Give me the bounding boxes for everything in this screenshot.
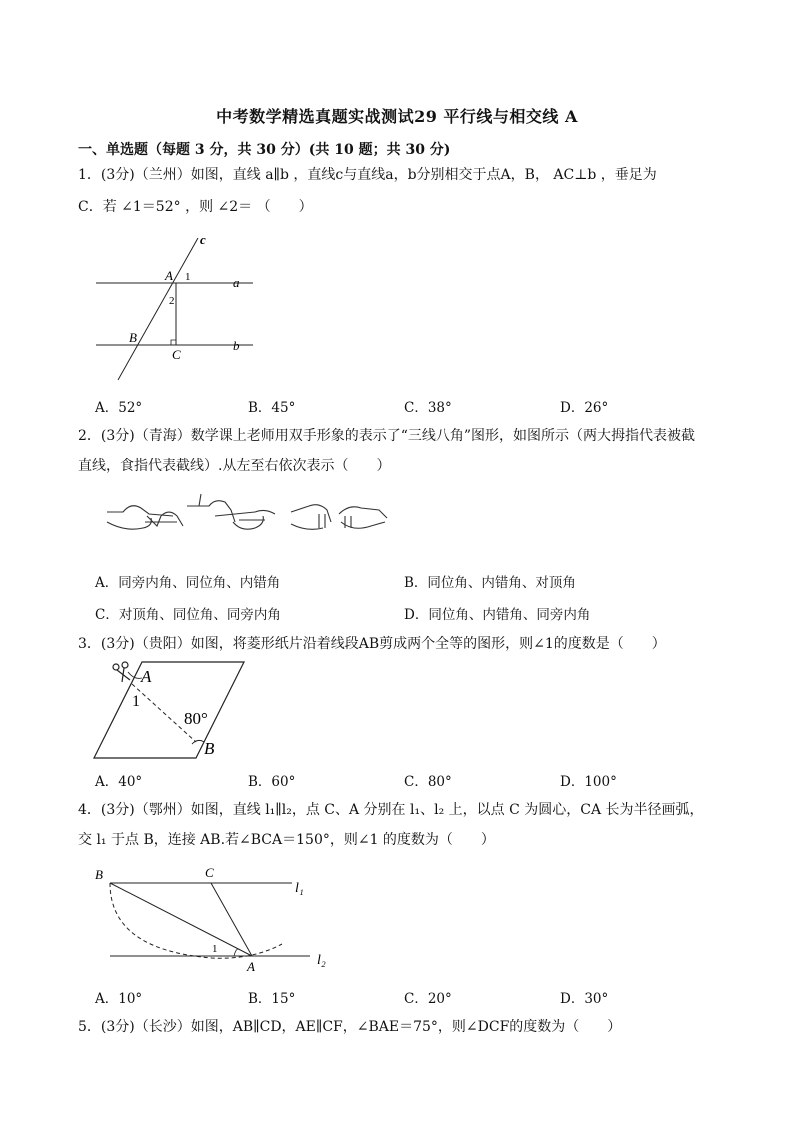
q3-option-a[interactable]: A．40° (95, 774, 143, 790)
q4-label-A: A (247, 959, 255, 974)
q1-stem-line2: C．若 ∠1＝52° ，则 ∠2＝ （ ） (78, 199, 313, 215)
q3-label-B: B (204, 739, 215, 758)
q2-stem-line1: 2．(3分)（青海）数学课上老师用双手形象的表示了“三线八角”图形，如图所示（两大拇指代表被截 (78, 428, 696, 444)
q3-option-b[interactable]: B．60° (248, 774, 296, 790)
q2-option-d[interactable]: D．同位角、内错角、同旁内角 (404, 607, 591, 623)
q1-label-1: 1 (185, 271, 191, 283)
q3-rhombus-figure (92, 658, 252, 764)
q1-label-c: c (200, 232, 206, 247)
scissors-icon (113, 662, 130, 682)
q4-label-B: B (95, 867, 103, 882)
q4-option-b[interactable]: B．15° (248, 991, 296, 1007)
q4-stem-line1: 4．(3分)（鄂州）如图，直线 l₁∥l₂，点 C、A 分别在 l₁、l₂ 上，以点 C 为圆心，CA 长为半径画弧， (78, 802, 704, 818)
q4-label-C: C (205, 865, 214, 880)
q1-label-B: B (129, 330, 137, 345)
q4-label-1: 1 (212, 943, 218, 955)
q4-figure (92, 860, 342, 975)
q1-option-a[interactable]: A．52° (95, 400, 143, 416)
q1-figure (90, 230, 260, 385)
q1-label-2: 2 (169, 295, 175, 307)
q2-option-a[interactable]: A．同旁内角、同位角、内错角 (95, 575, 281, 591)
q3-stem-line1: 3．(3分)（贵阳）如图，将菱形纸片沿着线段AB剪成两个全等的图形，则∠1的度数是（ ） (78, 636, 666, 652)
q1-option-b[interactable]: B．45° (248, 400, 296, 416)
q2-hands-figure (105, 492, 390, 540)
q4-option-d[interactable]: D．30° (560, 991, 609, 1007)
q2-option-c[interactable]: C．对顶角、同位角、同旁内角 (95, 607, 281, 623)
page-title: 中考数学精选真题实战测试29 平行线与相交线 A (216, 107, 578, 126)
q1-option-c[interactable]: C．38° (404, 400, 452, 416)
q4-option-c[interactable]: C．20° (404, 991, 452, 1007)
q1-label-A: A (165, 268, 173, 283)
q1-option-d[interactable]: D．26° (560, 400, 609, 416)
q5-stem-line1: 5．(3分)（长沙）如图，AB∥CD，AE∥CF，∠BAE＝75°，则∠DCF的度数为（ ） (78, 1019, 622, 1035)
q3-label-80: 80° (184, 709, 208, 728)
q3-label-A: A (141, 667, 152, 686)
q2-option-b[interactable]: B．同位角、内错角、对顶角 (404, 575, 576, 591)
q1-label-b: b (233, 338, 240, 353)
q1-label-C: C (172, 347, 181, 362)
q2-stem-line2: 直线，食指代表截线）.从左至右依次表示（ ） (78, 458, 391, 474)
q4-label-l2: l₂ (317, 953, 326, 968)
section-heading: 一、单选题（每题 3 分，共 30 分）(共 10 题；共 30 分) (78, 142, 451, 158)
q4-label-l1: l₁ (295, 881, 304, 896)
q3-option-c[interactable]: C．80° (404, 774, 452, 790)
q4-option-a[interactable]: A．10° (95, 991, 143, 1007)
q3-option-d[interactable]: D．100° (560, 774, 617, 790)
q1-stem-line1: 1．(3分)（兰州）如图，直线 a∥b ，直线c与直线a，b分别相交于点A，B， AC⊥b ，垂足为 (78, 167, 657, 183)
q4-stem-line2: 交 l₁ 于点 B，连接 AB.若∠BCA＝150°，则∠1 的度数为（ ） (78, 832, 495, 848)
q1-label-a: a (233, 275, 240, 290)
q3-label-1: 1 (132, 693, 140, 710)
